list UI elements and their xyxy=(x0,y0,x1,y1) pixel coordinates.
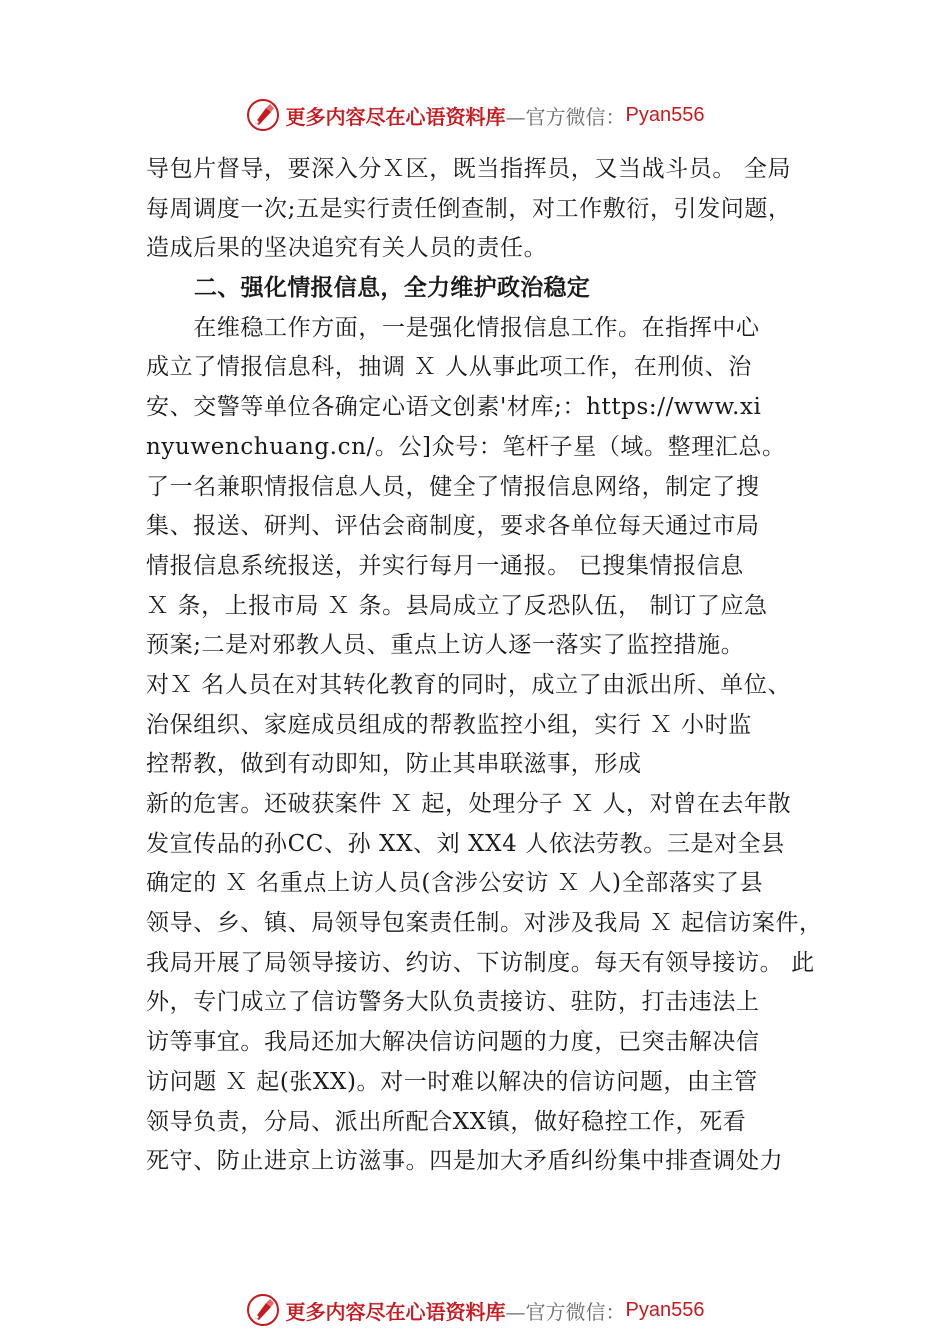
watermark-label: —官方微信： xyxy=(505,104,626,129)
watermark-wechat-id: Pyan556 xyxy=(625,1298,705,1321)
text-line: 发宣传品的孙CC、孙 XX、刘 XX4 人依法劳教。三是对全县 xyxy=(146,830,785,857)
text-line: 访问题 Ｘ 起(张XX)。对一时难以解决的信访问题，由主管 xyxy=(146,1068,758,1095)
watermark-label: —官方微信： xyxy=(505,1299,626,1324)
text-line: 安、交警等单位各确定心语文创素'材库;：https://www.xi xyxy=(146,394,762,421)
text-line: Ｘ 条，上报市局 Ｘ 条。县局成立了反恐队伍， 制订了应急 xyxy=(146,592,768,619)
text-line: nyuwenchuang.cn/。公]众号：笔杆子星（域。整理汇总。 xyxy=(146,433,786,460)
text-line: 确定的 Ｘ 名重点上访人员(含涉公安访 Ｘ 人)全部落实了县 xyxy=(146,870,764,897)
watermark-header xyxy=(0,95,950,135)
text-line: 访等事宜。我局还加大解决信访问题的力度，已突击解决信 xyxy=(146,1029,760,1056)
document-body xyxy=(146,150,846,1182)
text-line: 外，专门成立了信访警务大队负责接访、驻防，打击违法上 xyxy=(146,989,760,1016)
text-line: 控帮教，做到有动即知，防止其串联滋事，形成 xyxy=(146,751,642,778)
watermark-wechat-id: Pyan556 xyxy=(625,103,705,126)
text-line: 治保组织、家庭成员组成的帮教监控小组，实行 Ｘ 小时监 xyxy=(146,711,752,738)
section-heading: 二、强化情报信息，全力维护政治稳定 xyxy=(194,275,591,302)
text-line: 死守、防止进京上访滋事。四是加大矛盾纠纷集中排查调处力 xyxy=(146,1148,784,1175)
watermark-footer xyxy=(0,1290,950,1330)
text-line: 我局开展了局领导接访、约访、下访制度。每天有领导接访。 此 xyxy=(146,949,815,976)
text-line: 新的危害。还破获案件 Ｘ 起，处理分子 Ｘ 人，对曾在去年散 xyxy=(146,791,792,817)
text-line: 集、报送、研判、评估会商制度，要求各单位每天通过市局 xyxy=(146,513,760,540)
watermark-title: 更多内容尽在心语资料库 xyxy=(285,1299,506,1324)
pen-nib-logo-icon xyxy=(246,98,280,132)
text-line: 在维稳工作方面，一是强化情报信息工作。在指挥中心 xyxy=(146,314,760,341)
watermark-title: 更多内容尽在心语资料库 xyxy=(285,104,506,129)
text-line: 导包片督导，要深入分Ｘ区，既当指挥员，又当战斗员。 全局 xyxy=(146,156,792,182)
pen-nib-logo-icon xyxy=(246,1293,280,1327)
text-line: 领导负责，分局、派出所配合XX镇，做好稳控工作，死看 xyxy=(146,1108,747,1135)
text-line: 对Ｘ 名人员在对其转化教育的同时，成立了由派出所、单位、 xyxy=(146,671,792,698)
text-line: 领导、乡、镇、局领导包案责任制。对涉及我局 Ｘ 起信访案件， xyxy=(146,910,823,937)
text-line: 成立了情报信息科，抽调 Ｘ 人从事此项工作，在刑侦、治 xyxy=(146,354,752,381)
text-line: 每周调度一次;五是实行责任倒查制，对工作敷衍，引发问题， xyxy=(146,195,792,222)
text-line: 了一名兼职情报信息人员，健全了情报信息网络，制定了搜 xyxy=(146,473,760,500)
text-line: 预案;二是对邪教人员、重点上访人逐一落实了监控措施。 xyxy=(146,632,745,659)
text-line: 情报信息系统报送，并实行每月一通报。 已搜集情报信息 xyxy=(146,552,744,579)
text-line: 造成后果的坚决追究有关人员的责任。 xyxy=(146,235,548,262)
